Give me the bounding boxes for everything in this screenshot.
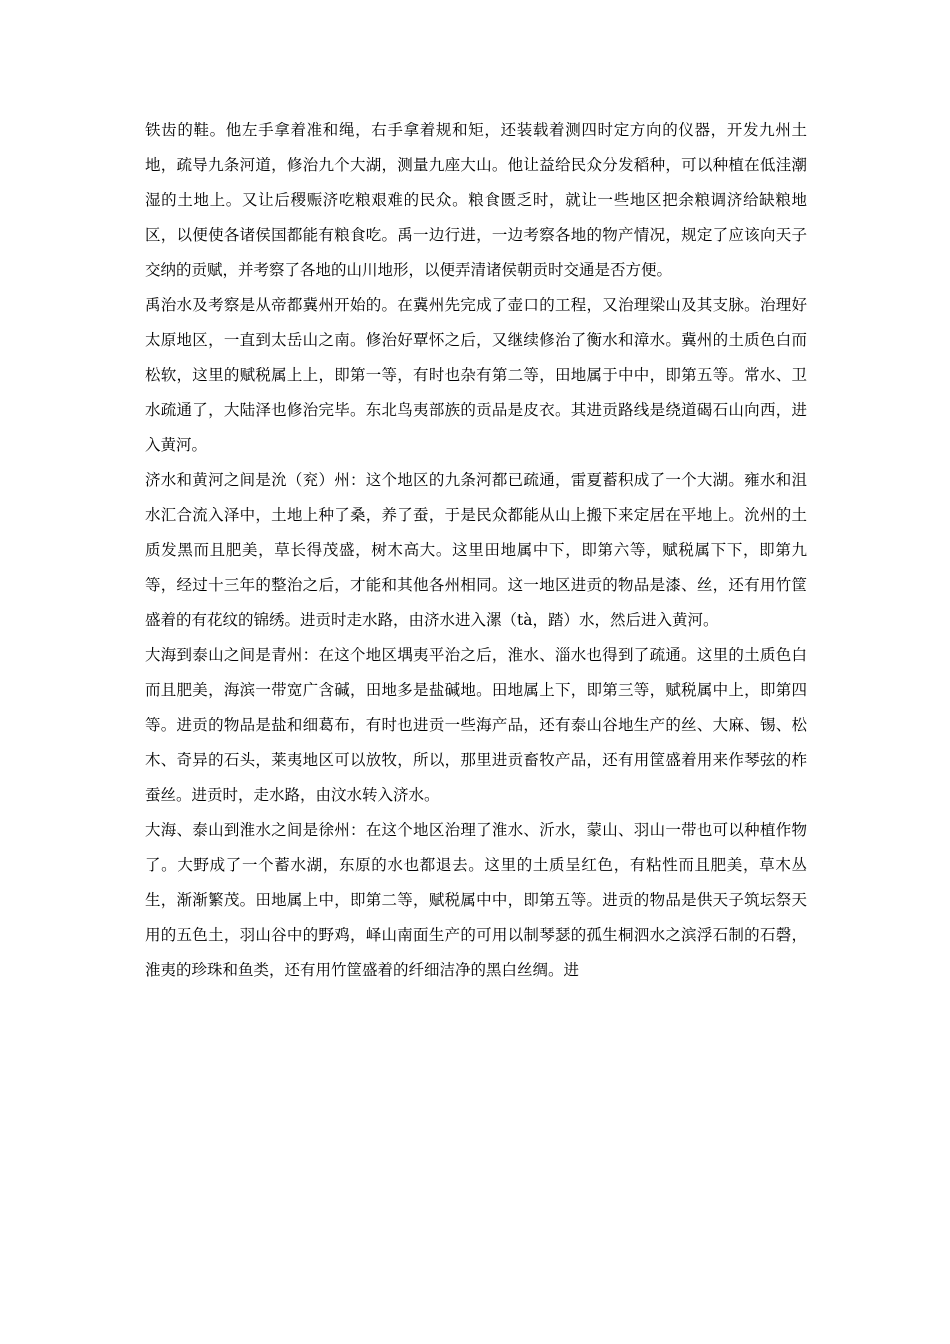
paragraph-1: 铁齿的鞋。他左手拿着准和绳，右手拿着规和矩，还装载着测四时定方向的仪器，开发九州土地，疏导九条河道，修治九个大湖，测量九座大山。他让益给民众分发稻种，可以种植在低洼潮湿的土地上。又让后稷赈济吃粮艰难的民众。粮食匮乏时，就让一些地区把余粮调济给缺粮地区，以便使各诸侯国都能有粮食吃。禹一边行进，一边考察各地的物产情况，规定了应该向天子交纳的贡赋，并考察了各地的山川地形，以便弄清诸侯朝贡时交通是否方便。 <box>145 121 807 279</box>
paragraph-3: 济水和黄河之间是沇（兖）州：这个地区的九条河都已疏通，雷夏蓄积成了一个大湖。雍水和沮水汇合流入泽中，土地上种了桑，养了蚕，于是民众都能从山上搬下来定居在平地上。沇州的土质发黑而且肥美，草长得茂盛，树木高大。这里田地属中下，即第六等，赋税属下下，即第九等，经过十三年的整治之后，才能和其他各州相同。这一地区进贡的物品是漆、丝，还有用竹筐盛着的有花纹的锦绣。进贡时走水路，由济水进入漯（tà，踏）水，然后进入黄河。 <box>145 471 807 629</box>
paragraph-5: 大海、泰山到淮水之间是徐州：在这个地区治理了淮水、沂水，蒙山、羽山一带也可以种植作物了。大野成了一个蓄水湖，东原的水也都退去。这里的土质呈红色，有粘性而且肥美，草木丛生，渐渐繁茂。田地属上中，即第二等，赋税属中中，即第五等。进贡的物品是供天子筑坛祭天用的五色土，羽山谷中的野鸡，峄山南面生产的可用以制琴瑟的孤生桐泗水之滨浮石制的石磬，淮夷的珍珠和鱼类，还有用竹筐盛着的纤细洁净的黑白丝绸。进 <box>145 821 807 979</box>
document-body <box>145 113 807 988</box>
paragraph-4: 大海到泰山之间是青州：在这个地区堣夷平治之后，淮水、淄水也得到了疏通。这里的土质色白而且肥美，海滨一带宽广含碱，田地多是盐碱地。田地属上下，即第三等，赋税属中上，即第四等。进贡的物品是盐和细葛布，有时也进贡一些海产品，还有泰山谷地生产的丝、大麻、锡、松木、奇异的石头，莱夷地区可以放牧，所以，那里进贡畜牧产品，还有用筐盛着用来作琴弦的柞蚕丝。进贡时，走水路，由汶水转入济水。 <box>145 646 807 804</box>
paragraph-2: 禹治水及考察是从帝都冀州开始的。在冀州先完成了壶口的工程，又治理梁山及其支脉。治理好太原地区，一直到太岳山之南。修治好覃怀之后，又继续修治了衡水和漳水。冀州的土质色白而松软，这里的赋税属上上，即第一等，有时也杂有第二等，田地属于中中，即第五等。常水、卫水疏通了，大陆泽也修治完毕。东北鸟夷部族的贡品是皮衣。其进贡路线是绕道碣石山向西，进入黄河。 <box>145 296 807 454</box>
